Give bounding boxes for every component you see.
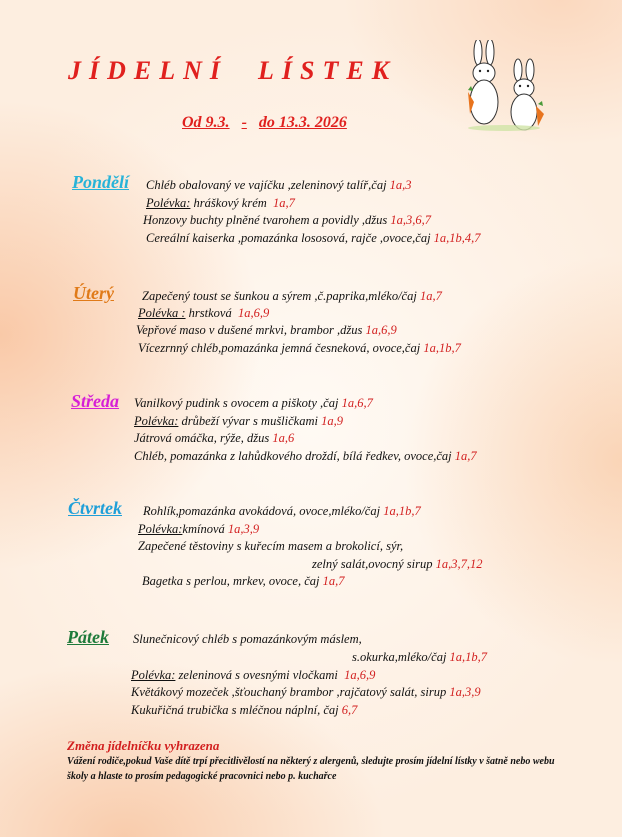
friday-lunch: Květákový mozeček ,šťouchaný brambor ,rajčatový salát, sirup 1a,3,9 [131, 685, 481, 699]
title-word-1: JÍDELNÍ [68, 56, 229, 85]
tuesday-soup: Polévka : hrstková 1a,6,9 [138, 306, 270, 320]
friday-snack: Kukuřičná trubička s mléčnou náplní, čaj 6,7 [131, 703, 358, 717]
day-tuesday: Úterý [73, 283, 114, 303]
thursday-breakfast: Rohlík,pomazánka avokádová, ovoce,mléko/čaj 1a,1b,7 [143, 504, 421, 518]
tuesday-lunch: Vepřové maso v dušené mrkvi, brambor ,džus 1a,6,9 [136, 323, 397, 337]
soup-label: Polévka: [138, 522, 183, 536]
wednesday-snack: Chléb, pomazánka z lahůdkového droždí, bílá ředkev, ovoce,čaj 1a,7 [134, 449, 477, 463]
friday-breakfast-line-1: Slunečnicový chléb s pomazánkovým máslem, [133, 632, 362, 646]
allergen-codes: 6,7 [341, 703, 358, 717]
tuesday-snack: Vícezrnný chléb,pomazánka jemná česneková, ovoce,čaj 1a,1b,7 [138, 341, 461, 355]
easter-bunnies-icon [464, 40, 548, 132]
monday-lunch: Honzovy buchty plněné tvarohem a povidly ,džus 1a,3,6,7 [143, 213, 432, 227]
allergen-codes: 1a,3,9 [227, 522, 260, 536]
menu-title [68, 56, 397, 86]
allergen-codes: 1a,7 [322, 574, 345, 588]
wednesday-soup: Polévka: drůbeží vývar s mušličkami 1a,9 [134, 414, 343, 428]
soup-label: Polévka : [138, 306, 186, 320]
allergen-codes: 1a,1b,7 [449, 650, 488, 664]
date-to: do 13.3. 2026 [258, 114, 347, 131]
allergen-codes: 1a,1b,4,7 [433, 231, 481, 245]
monday-soup: Polévka: hráškový krém 1a,7 [146, 196, 295, 210]
allergen-codes: 1a,3,6,7 [390, 213, 432, 227]
date-range [182, 114, 347, 132]
friday-breakfast-line-2: s.okurka,mléko/čaj 1a,1b,7 [352, 650, 488, 664]
allergen-codes: 1a,6,9 [237, 306, 270, 320]
tuesday-breakfast: Zapečený toust se šunkou a sýrem ,č.paprika,mléko/čaj 1a,7 [142, 289, 442, 303]
allergen-codes: 1a,1b,7 [383, 504, 421, 518]
allergen-notice: Vážení rodiče,pokud Vaše dítě trpí přecitlivělostí na některý z alergenů, sledujte prosím jídelní lístky v šatně nebo webu školy a hlaste to prosím pedagogické pracovnici nebo p. kuchařce [67, 756, 555, 782]
wednesday-breakfast: Vanilkový pudink s ovocem a piškoty ,čaj 1a,6,7 [134, 396, 373, 410]
allergen-codes: 1a,6,9 [365, 323, 397, 337]
allergen-codes: 1a,1b,7 [423, 341, 461, 355]
allergen-codes: 1a,3 [389, 178, 412, 192]
wednesday-lunch: Játrová omáčka, rýže, džus 1a,6 [134, 431, 295, 445]
allergen-codes: 1a,6,7 [341, 396, 373, 410]
day-thursday: Čtvrtek [68, 498, 122, 518]
allergen-codes: 1a,7 [419, 289, 442, 303]
thursday-lunch-line-2: zelný salát,ovocný sirup 1a,3,7,12 [312, 557, 483, 571]
day-monday: Pondělí [72, 172, 129, 192]
allergen-codes: 1a,6 [272, 431, 295, 445]
soup-label: Polévka: [146, 196, 191, 210]
thursday-soup: Polévka:kmínová 1a,3,9 [138, 522, 260, 536]
thursday-snack: Bagetka s perlou, mrkev, ovoce, čaj 1a,7 [142, 574, 345, 588]
soup-label: Polévka: [134, 414, 179, 428]
menu-change-notice: Změna jídelníčku vyhrazena [67, 738, 220, 753]
date-from: Od 9.3. [182, 114, 230, 131]
allergen-codes: 1a,7 [454, 449, 477, 463]
allergen-codes: 1a,7 [273, 196, 295, 210]
allergen-codes: 1a,3,9 [449, 685, 481, 699]
thursday-lunch-line-1: Zapečené těstoviny s kuřecím masem a brokolicí, sýr, [138, 539, 404, 553]
title-word-2: LÍSTEK [258, 56, 398, 85]
allergen-codes: 1a,6,9 [344, 668, 376, 682]
monday-breakfast: Chléb obalovaný ve vajíčku ,zeleninový talíř,čaj 1a,3 [146, 178, 412, 192]
allergen-codes: 1a,9 [321, 414, 343, 428]
monday-snack: Cereální kaiserka ,pomazánka lososová, rajče ,ovoce,čaj 1a,1b,4,7 [146, 231, 481, 245]
day-wednesday: Středa [71, 391, 120, 411]
day-friday: Pátek [67, 627, 109, 647]
date-separator: - [241, 114, 247, 131]
friday-soup: Polévka: zeleninová s ovesnými vločkami 1a,6,9 [131, 668, 376, 682]
allergen-codes: 1a,3,7,12 [435, 557, 483, 571]
soup-label: Polévka: [131, 668, 176, 682]
